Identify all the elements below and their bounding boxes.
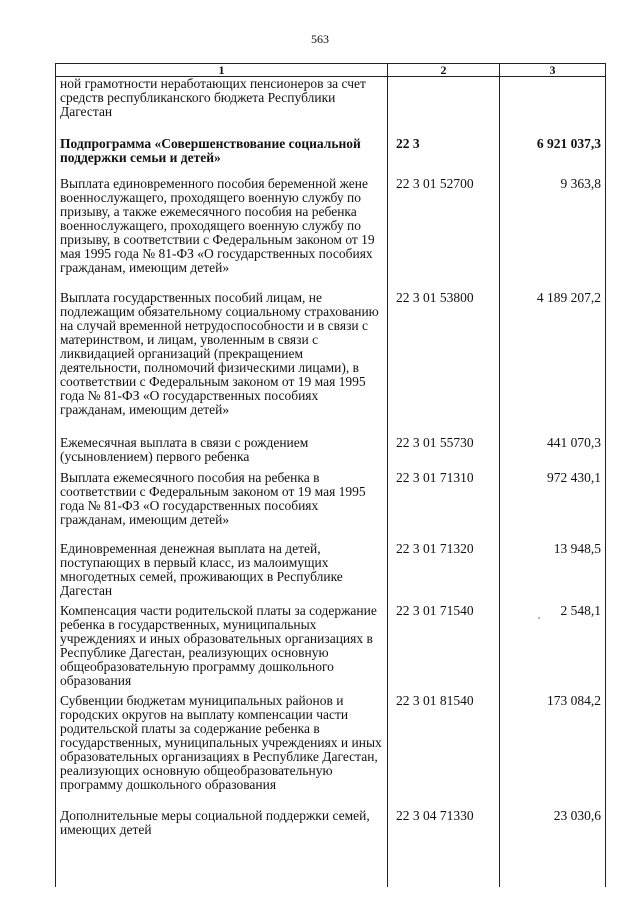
- table-row: [56, 542, 606, 604]
- row-code: 22 3 01 55730: [388, 436, 500, 471]
- row-code: 22 3 01 53800: [388, 291, 500, 436]
- row-amount: 13 948,5: [500, 542, 606, 604]
- row-amount: 9 363,8: [500, 177, 606, 291]
- table-row: [56, 809, 606, 887]
- scan-speck: [538, 617, 540, 619]
- row-amount: [500, 77, 606, 137]
- row-amount: 972 430,1: [500, 471, 606, 542]
- row-amount: 2 548,1: [500, 604, 606, 694]
- table-header-row: [56, 64, 606, 77]
- row-amount: 6 921 037,3: [500, 137, 606, 177]
- row-name: Выплата государственных пособий лицам, не подлежащим обязательному социальному страхованию на случай временной нетрудоспособности и в связи с материнством, и лицам, уволенным в связи с ликвидацией организаций (прекращением деятельности, полномочий физическими лицами), в соответствии с Федеральным законом от 19 мая 1995 года № 81-ФЗ «О государственных пособиях гражданам, имеющим детей»: [56, 291, 388, 436]
- table-row: [56, 137, 606, 177]
- row-name: Выплата ежемесячного пособия на ребенка в соответствии с Федеральным законом от 19 мая 1995 года № 81-ФЗ «О государственных пособиях гражданам, имеющим детей»: [56, 471, 388, 542]
- row-code: 22 3 01 71310: [388, 471, 500, 542]
- row-code: 22 3 01 71540: [388, 604, 500, 694]
- column-header-2: 2: [388, 64, 500, 77]
- row-name: Ежемесячная выплата в связи с рождением (усыновлением) первого ребенка: [56, 436, 388, 471]
- row-name: Выплата единовременного пособия беременной жене военнослужащего, проходящего военную службу по призыву, а также ежемесячного пособия на ребенка военнослужащего, проходящего военную службу по призыву, в соответствии с Федеральным законом от 19 мая 1995 года № 81-ФЗ «О государственных пособиях гражданам, имеющим детей»: [56, 177, 388, 291]
- page-number: 563: [311, 32, 329, 46]
- table-row: [56, 604, 606, 694]
- table-row: [56, 291, 606, 436]
- row-code: 22 3 01 71320: [388, 542, 500, 604]
- row-name: Подпрограмма «Совершенствование социальной поддержки семьи и детей»: [56, 137, 388, 177]
- budget-table: [55, 63, 606, 887]
- row-name: Компенсация части родительской платы за содержание ребенка в государственных, муниципальных учреждениях и иных образовательных организациях в Республике Дагестан, реализующих основную общеобразовательную программу дошкольного образования: [56, 604, 388, 694]
- table-row: [56, 77, 606, 137]
- column-header-3: 3: [500, 64, 606, 77]
- row-name: ной грамотности неработающих пенсионеров за счет средств республиканского бюджета Республики Дагестан: [56, 77, 388, 137]
- row-code: [388, 77, 500, 137]
- row-name: Дополнительные меры социальной поддержки семей, имеющих детей: [56, 809, 388, 887]
- row-amount: 441 070,3: [500, 436, 606, 471]
- row-amount: 4 189 207,2: [500, 291, 606, 436]
- table-row: [56, 177, 606, 291]
- row-code: 22 3 04 71330: [388, 809, 500, 887]
- row-name: Единовременная денежная выплата на детей, поступающих в первый класс, из малоимущих многодетных семей, проживающих в Республике Дагестан: [56, 542, 388, 604]
- table-row: [56, 471, 606, 542]
- table-row: [56, 436, 606, 471]
- table-row: [56, 694, 606, 809]
- column-header-1: 1: [56, 64, 388, 77]
- row-code: 22 3 01 81540: [388, 694, 500, 809]
- row-code: 22 3 01 52700: [388, 177, 500, 291]
- row-name: Субвенции бюджетам муниципальных районов и городских округов на выплату компенсации части родительской платы за содержание ребенка в государственных, муниципальных учреждениях и иных образовательных организациях в Республике Дагестан, реализующих основную общеобразовательную программу дошкольного образования: [56, 694, 388, 809]
- row-amount: 173 084,2: [500, 694, 606, 809]
- row-code: 22 3: [388, 137, 500, 177]
- row-amount: 23 030,6: [500, 809, 606, 887]
